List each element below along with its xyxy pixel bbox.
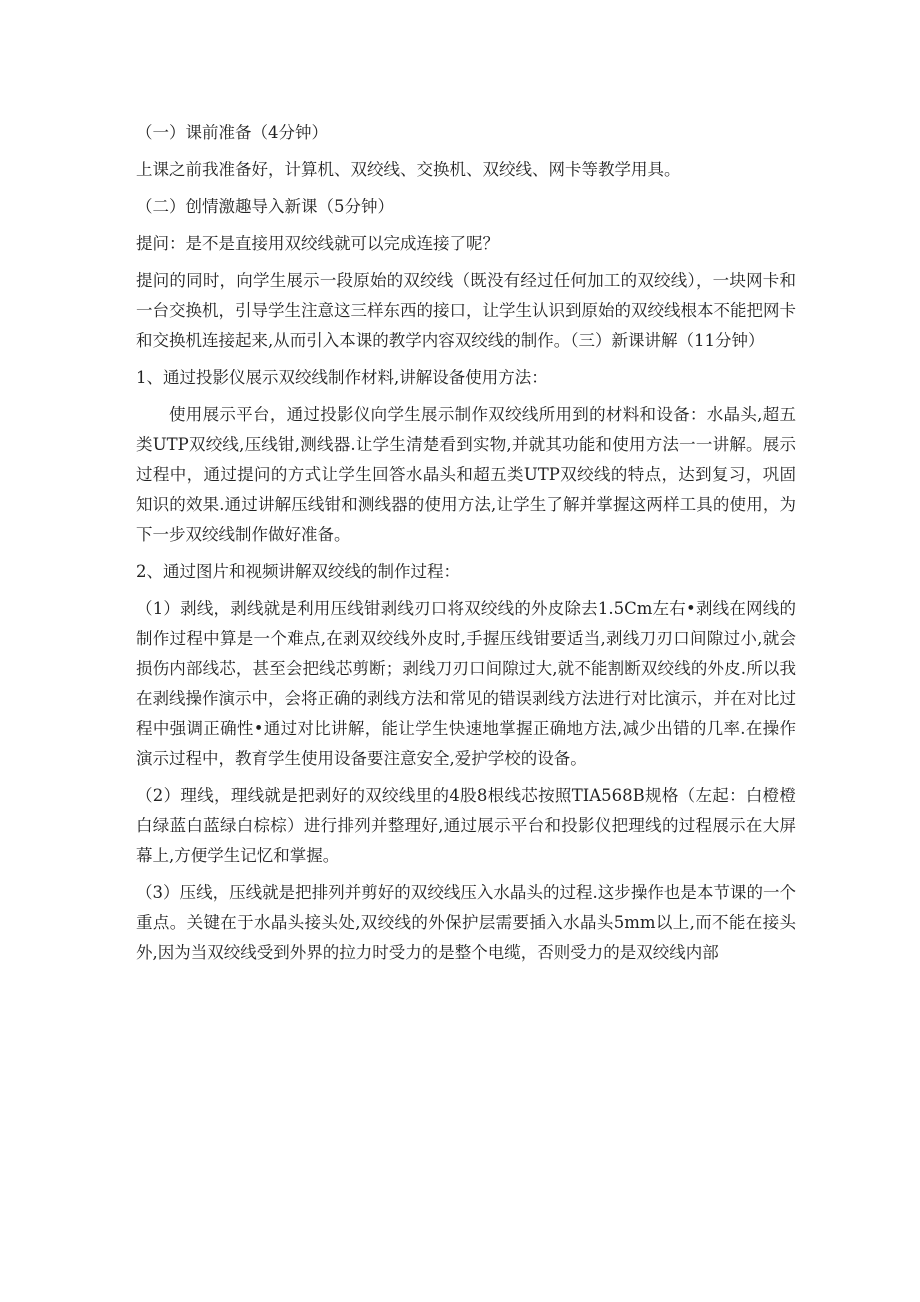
section-heading-intro: （二）创情激趣导入新课（5分钟） <box>136 197 394 216</box>
paragraph-question: 提问：是不是直接用双绞线就可以完成连接了呢？ <box>136 234 499 253</box>
paragraph-step-1-body: 使用展示平台，通过投影仪向学生展示制作双绞线所用到的材料和设备：水晶头,超五类UTP双绞线,压线钳,测线器.让学生清楚看到实物,并就其功能和使用方法一一讲解。展示过程中，通过提问的方式让学生回答水晶头和超五类UTP双绞线的特点，达到复习，巩固知识的效果.通过讲解压线钳和测线器的使用方法,让学生了解并掌握这两样工具的使用，为下一步双绞线制作做好准备。 <box>136 405 796 544</box>
paragraph-step-1-title: 1、通过投影仪展示双绞线制作材料,讲解设备使用方法： <box>136 368 548 387</box>
paragraph-step-2-title: 2、通过图片和视频讲解双绞线的制作过程： <box>136 562 460 581</box>
document-body <box>136 118 796 975</box>
paragraph-prep: 上课之前我准备好，计算机、双绞线、交换机、双绞线、网卡等教学用具。 <box>136 160 681 179</box>
paragraph-intro: 提问的同时，向学生展示一段原始的双绞线（既没有经过任何加工的双绞线），一块网卡和一台交换机，引导学生注意这三样东西的接口，让学生认识到原始的双绞线根本不能把网卡和交换机连接起来,从而引入本课的教学内容双绞线的制作。（三）新课讲解（11分钟） <box>136 271 796 350</box>
paragraph-sorting: （2）理线，理线就是把剥好的双绞线里的4股8根线芯按照TIA568B规格（左起：白橙橙白绿蓝白蓝绿白棕棕）进行排列并整理好,通过展示平台和投影仪把理线的过程展示在大屏幕上,方便学生记忆和掌握。 <box>136 786 796 865</box>
section-heading-prep: （一）课前准备（4分钟） <box>136 123 328 142</box>
paragraph-stripping: （1）剥线，剥线就是利用压线钳剥线刃口将双绞线的外皮除去1.5Cm左右•剥线在网线的制作过程中算是一个难点,在剥双绞线外皮时,手握压线钳要适当,剥线刀刃口间隙过小,就会损伤内部线芯，甚至会把线芯剪断；剥线刀刃口间隙过大,就不能割断双绞线的外皮.所以我在剥线操作演示中，会将正确的剥线方法和常见的错误剥线方法进行对比演示，并在对比过程中强调正确性•通过对比讲解，能让学生快速地掌握正确地方法,减少出错的几率.在操作演示过程中，教育学生使用设备要注意安全,爱护学校的设备。 <box>136 599 796 768</box>
paragraph-crimping: （3）压线，压线就是把排列并剪好的双绞线压入水晶头的过程.这步操作也是本节课的一个重点。关键在于水晶头接头处,双绞线的外保护层需要插入水晶头5mm以上,而不能在接头外,因为当双绞线受到外界的拉力时受力的是整个电缆，否则受力的是双绞线内部 <box>136 883 796 962</box>
